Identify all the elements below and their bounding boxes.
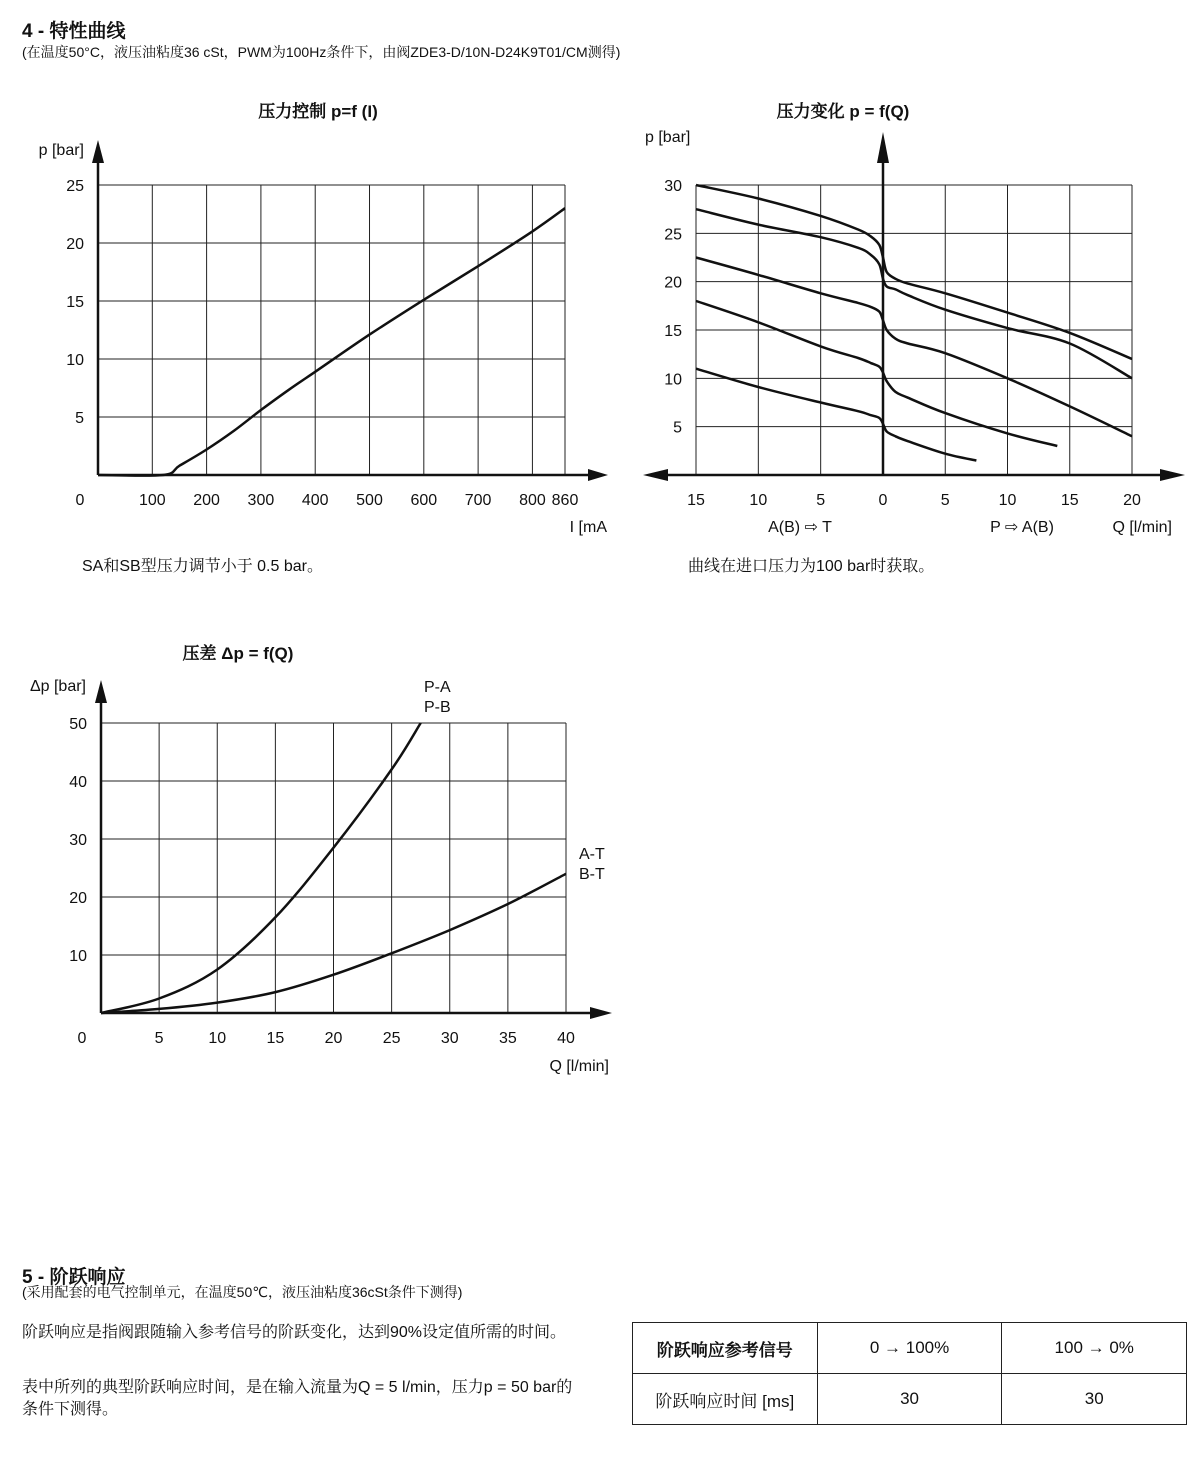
y-tick-label: 30 <box>664 178 682 195</box>
y-tick-label: 5 <box>673 419 682 437</box>
step-response-table <box>632 1322 1187 1425</box>
x-axis-left-arrow <box>643 469 668 481</box>
series-label: P-B <box>424 699 451 716</box>
y-tick-label: 30 <box>69 832 87 849</box>
x-tick-label: 300 <box>247 492 275 509</box>
pressure-curve <box>696 185 1132 359</box>
section5-title: 5 - 阶跃响应 <box>22 1267 126 1288</box>
pressure-curve <box>696 209 1132 378</box>
table-cell: 阶跃响应时间 [ms] <box>633 1374 818 1425</box>
x-tick-label: 800 <box>519 492 546 509</box>
series-label: A-T <box>579 846 605 863</box>
x-axis-right-arrow <box>1160 469 1185 481</box>
table-cell: 30 <box>1002 1374 1187 1425</box>
x-axis-arrow <box>588 469 608 481</box>
y-axis-arrow <box>92 140 104 163</box>
flow-direction-label-right: P ⇨ A(B) <box>990 519 1054 536</box>
x-tick-label: 500 <box>356 492 383 509</box>
x-axis-label: Q [l/min] <box>549 1058 609 1075</box>
pressure-drop-chart <box>0 630 640 1090</box>
x-tick-label: 700 <box>464 492 492 509</box>
chart-title: 压力控制 p=f (I) <box>258 102 378 121</box>
section5-paragraph-1: 阶跃响应是指阀跟随输入参考信号的阶跃变化，达到90%设定值所需的时间。 <box>22 1324 567 1341</box>
y-axis-arrow <box>877 132 889 163</box>
x-tick-label: 600 <box>410 492 438 509</box>
x-tick-label: 5 <box>154 1030 164 1047</box>
y-tick-label: 25 <box>66 178 84 195</box>
pressure-curve <box>98 208 565 475</box>
table-header-cell: 阶跃响应参考信号 <box>633 1323 818 1374</box>
x-axis-arrow <box>590 1007 612 1019</box>
pressure-drop-curve <box>101 723 421 1013</box>
x-tick-label: 40 <box>557 1030 575 1047</box>
table-header-cell: 0 → 100% <box>817 1323 1002 1374</box>
chart1-note: SA和SB型压力调节小于 0.5 bar。 <box>82 558 323 575</box>
pressure-curve <box>696 301 1057 446</box>
pressure-control-chart <box>0 80 620 550</box>
x-tick-label: 35 <box>498 1030 517 1047</box>
pressure-curve <box>696 369 976 461</box>
y-tick-label: 25 <box>664 226 682 244</box>
y-tick-label: 20 <box>69 890 87 907</box>
section5-subtitle: (采用配套的电气控制单元，在温度50℃，液压油粘度36cSt条件下测得) <box>22 1284 463 1300</box>
y-axis-label: p [bar] <box>645 129 691 146</box>
y-tick-label: 20 <box>66 236 84 253</box>
x-axis-label: Q [l/min] <box>1112 519 1172 536</box>
x-tick-label: 20 <box>324 1030 343 1047</box>
y-axis-arrow <box>95 680 107 703</box>
y-tick-label: 50 <box>69 716 87 733</box>
flow-direction-label-left: A(B) ⇨ T <box>768 519 832 536</box>
y-tick-label: 10 <box>664 371 682 389</box>
x-tick-label: 30 <box>440 1030 459 1047</box>
x-tick-label: 0 <box>75 492 85 509</box>
y-tick-label: 5 <box>75 410 84 427</box>
x-tick-label: 10 <box>749 492 768 509</box>
x-tick-label: 400 <box>301 492 329 509</box>
chart2-note: 曲线在进口压力为100 bar时获取。 <box>688 558 935 575</box>
series-label: B-T <box>579 866 605 883</box>
table-row <box>633 1374 1187 1425</box>
x-tick-label: 15 <box>1060 492 1079 509</box>
y-tick-label: 15 <box>664 323 682 340</box>
y-axis-label: Δp [bar] <box>29 678 86 695</box>
x-tick-label: 0 <box>77 1030 87 1047</box>
y-tick-label: 20 <box>664 274 682 292</box>
x-axis-label: I [mA <box>569 519 607 536</box>
x-tick-label: 860 <box>551 492 579 509</box>
x-tick-label: 0 <box>878 492 888 509</box>
y-tick-label: 10 <box>69 948 87 965</box>
pressure-variation-chart <box>620 80 1200 550</box>
x-tick-label: 10 <box>998 492 1017 509</box>
x-tick-label: 15 <box>687 492 705 509</box>
x-tick-label: 10 <box>208 1030 227 1047</box>
chart-title: 压力变化 p = f(Q) <box>776 102 910 121</box>
y-tick-label: 15 <box>66 294 84 311</box>
section4-subtitle: (在温度50°C，液压油粘度36 cSt，PWM为100Hz条件下，由阀ZDE3-D/10N-D24K9T01/CM测得) <box>22 44 621 60</box>
x-tick-label: 25 <box>382 1030 401 1047</box>
x-tick-label: 100 <box>138 492 166 509</box>
y-axis-label: p [bar] <box>38 142 84 159</box>
series-label: P-A <box>424 679 451 696</box>
x-tick-label: 5 <box>940 492 950 509</box>
chart-title: 压差 Δp = f(Q) <box>182 644 294 663</box>
y-tick-label: 40 <box>69 774 87 791</box>
x-tick-label: 5 <box>816 492 826 509</box>
x-tick-label: 200 <box>193 492 220 509</box>
section4-title: 4 - 特性曲线 <box>22 21 126 42</box>
y-tick-label: 10 <box>66 352 84 369</box>
table-cell: 30 <box>817 1374 1002 1425</box>
table-row <box>633 1323 1187 1374</box>
table-header-cell: 100 → 0% <box>1002 1323 1187 1374</box>
x-tick-label: 20 <box>1123 492 1141 509</box>
section5-paragraph-2: 表中所列的典型阶跃响应时间，是在输入流量为Q = 5 l/min，压力p = 50 bar的条件下测得。 <box>22 1379 573 1418</box>
x-tick-label: 15 <box>266 1030 285 1047</box>
